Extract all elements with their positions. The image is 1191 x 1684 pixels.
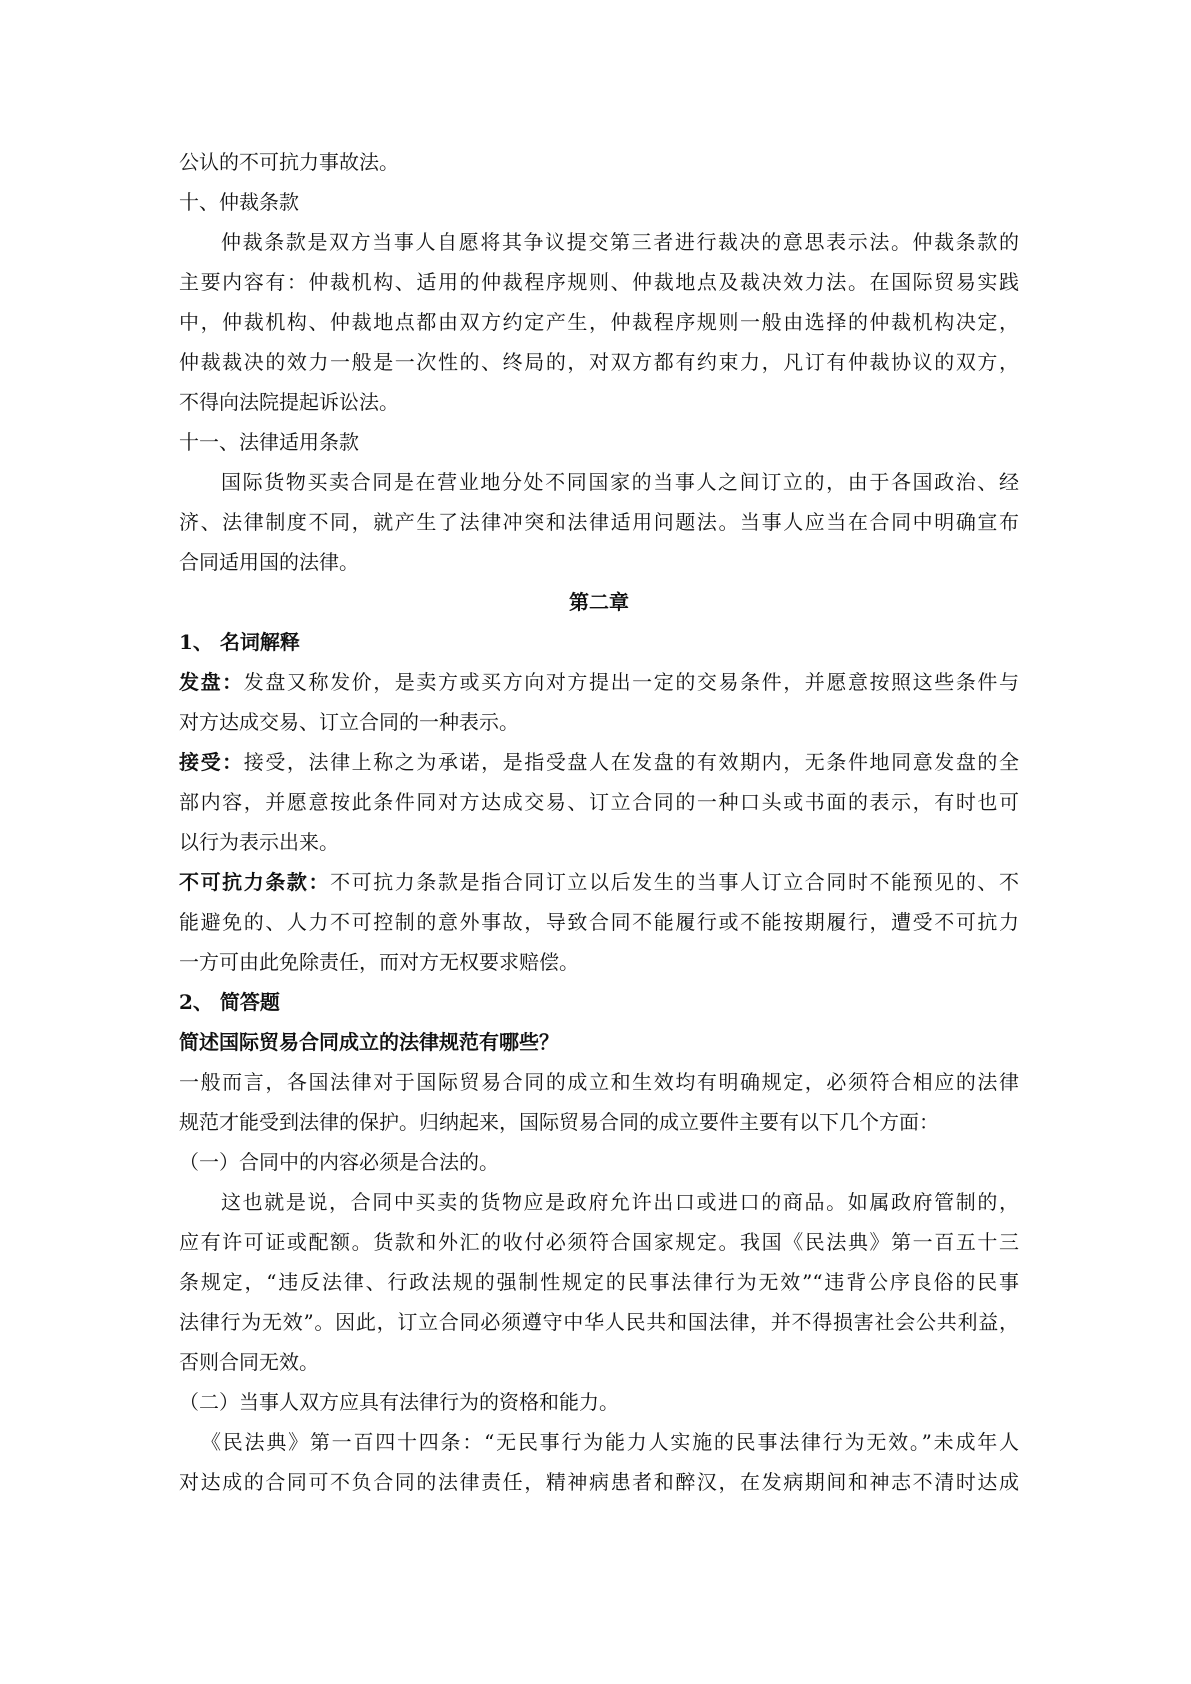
paragraph-line: 应有许可证或配额。货款和外汇的收付必须符合国家规定。我国《民法典》第一百五十三: [179, 1230, 1019, 1254]
paragraph-line: 以行为表示出来。: [179, 830, 339, 854]
paragraph-line: 济、法律制度不同，就产生了法律冲突和法律适用问题法。当事人应当在合同中明确宣布: [179, 510, 1019, 534]
paragraph-line: 法律行为无效”。因此，订立合同必须遵守中华人民共和国法律，并不得损害社会公共利益，: [179, 1310, 1019, 1334]
terms-heading: 1、 名词解释: [179, 630, 300, 654]
paragraph-line: 中，仲裁机构、仲裁地点都由双方约定产生，仲裁程序规则一般由选择的仲裁机构决定，: [179, 310, 1019, 334]
paragraph-line: 主要内容有：仲裁机构、适用的仲裁程序规则、仲裁地点及裁决效力法。在国际贸易实践: [179, 270, 1019, 294]
term-label-acceptance: 接受：: [179, 750, 244, 774]
section-heading-arbitration: 十、仲裁条款: [179, 190, 299, 214]
term-text: 不可抗力条款是指合同订立以后发生的当事人订立合同时不能预见的、不: [330, 870, 1019, 894]
paragraph-line: 一般而言，各国法律对于国际贸易合同的成立和生效均有明确规定，必须符合相应的法律: [179, 1070, 1019, 1094]
chapter-title: 第二章: [569, 590, 629, 614]
term-text: 接受，法律上称之为承诺，是指受盘人在发盘的有效期内，无条件地同意发盘的全: [243, 750, 1019, 774]
page-body: [179, 142, 1019, 1502]
paragraph-line: 公认的不可抗力事故法。: [179, 150, 399, 174]
paragraph-line: 仲裁裁决的效力一般是一次性的、终局的，对双方都有约束力，凡订有仲裁协议的双方，: [179, 350, 1019, 374]
term-label-force-majeure: 不可抗力条款：: [179, 870, 331, 894]
term-text: 发盘又称发价，是卖方或买方向对方提出一定的交易条件，并愿意按照这些条件与: [243, 670, 1019, 694]
short-answer-heading: 2、 简答题: [179, 990, 280, 1014]
paragraph-line: 条规定，“违反法律、行政法规的强制性规定的民事法律行为无效”“违背公序良俗的民事: [179, 1270, 1019, 1294]
term-acceptance-line: [179, 742, 1019, 782]
paragraph-line: 一方可由此免除责任，而对方无权要求赔偿。: [179, 950, 579, 974]
question-title: 简述国际贸易合同成立的法律规范有哪些？: [179, 1030, 559, 1054]
paragraph-line: 部内容，并愿意按此条件同对方达成交易、订立合同的一种口头或书面的表示，有时也可: [179, 790, 1019, 814]
section-heading-applicable-law: 十一、法律适用条款: [179, 430, 359, 454]
paragraph-line: 合同适用国的法律。: [179, 550, 359, 574]
paragraph-line: 《民法典》第一百四十四条：“无民事行为能力人实施的民事法律行为无效。”未成年人: [201, 1430, 1019, 1454]
paragraph-line: 否则合同无效。: [179, 1350, 319, 1374]
term-offer-line: [179, 662, 1019, 702]
paragraph-line: 这也就是说，合同中买卖的货物应是政府允许出口或进口的商品。如属政府管制的，: [221, 1190, 1019, 1214]
paragraph-line: 对方达成交易、订立合同的一种表示。: [179, 710, 519, 734]
paragraph-line: 规范才能受到法律的保护。归纳起来，国际贸易合同的成立要件主要有以下几个方面：: [179, 1110, 939, 1134]
term-force-majeure-line: [179, 862, 1019, 902]
point-heading-1: （一）合同中的内容必须是合法的。: [179, 1150, 499, 1174]
term-label-offer: 发盘：: [179, 670, 244, 694]
paragraph-line: 能避免的、人力不可控制的意外事故，导致合同不能履行或不能按期履行，遭受不可抗力: [179, 910, 1019, 934]
paragraph-line: 不得向法院提起诉讼法。: [179, 390, 399, 414]
paragraph-line: 仲裁条款是双方当事人自愿将其争议提交第三者进行裁决的意思表示法。仲裁条款的: [221, 230, 1019, 254]
point-heading-2: （二）当事人双方应具有法律行为的资格和能力。: [179, 1390, 619, 1414]
paragraph-line: 国际货物买卖合同是在营业地分处不同国家的当事人之间订立的，由于各国政治、经: [221, 470, 1019, 494]
paragraph-line: 对达成的合同可不负合同的法律责任，精神病患者和醉汉，在发病期间和神志不清时达成: [179, 1470, 1019, 1494]
